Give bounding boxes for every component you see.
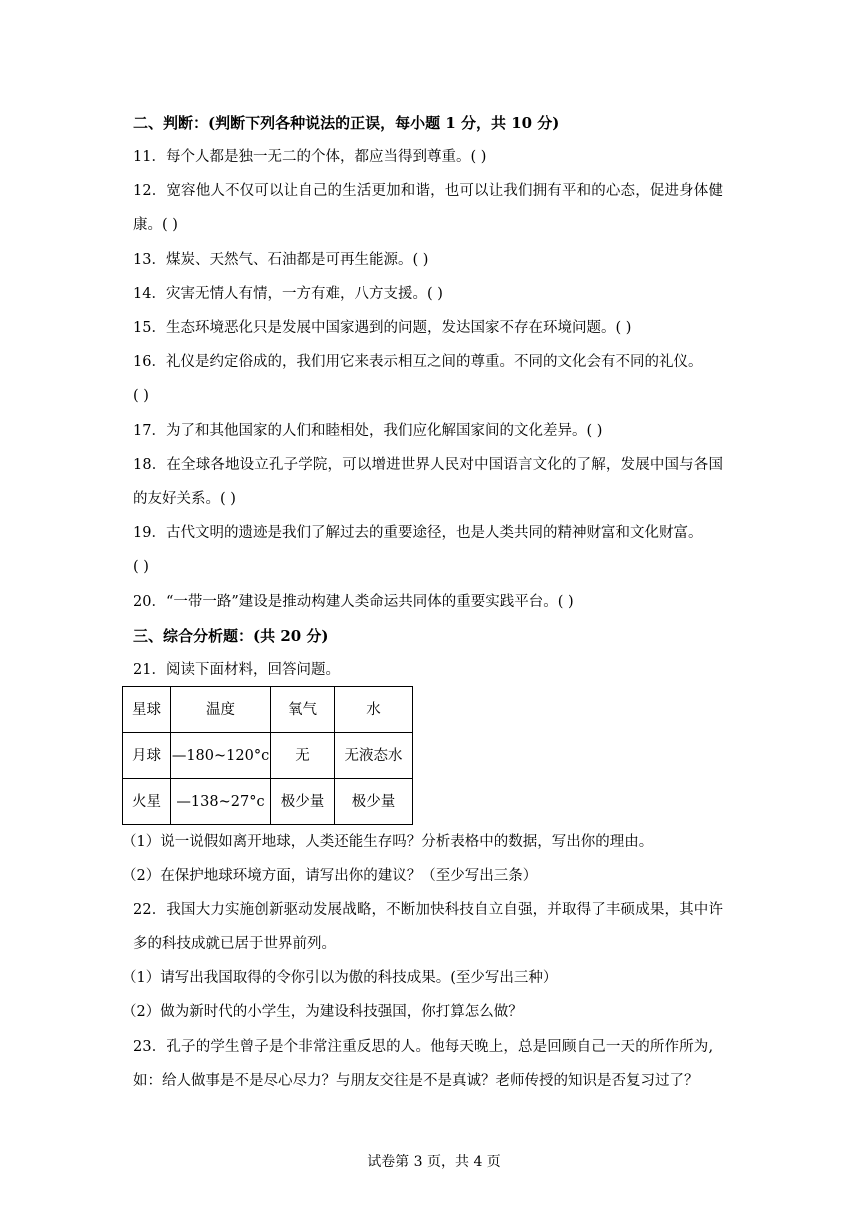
planet-table bbox=[122, 686, 413, 825]
question-22-line-1: 22．我国大力实施创新驱动发展战略，不断加快科技自立自强，并取得了丰硕成果，其中许 bbox=[133, 902, 724, 918]
question-14: 14．灾害无情人有情，一方有难，八方支援。( ) bbox=[133, 286, 443, 302]
table-header-row bbox=[123, 687, 413, 733]
table-cell: 月球 bbox=[123, 733, 171, 779]
table-row bbox=[123, 779, 413, 825]
section-3-heading: 三、综合分析题：(共 20 分) bbox=[133, 627, 329, 645]
question-13: 13．煤炭、天然气、石油都是可再生能源。( ) bbox=[133, 252, 429, 268]
table-cell: 极少量 bbox=[335, 779, 413, 825]
question-11: 11．每个人都是独一无二的个体，都应当得到尊重。( ) bbox=[133, 149, 487, 165]
table-row bbox=[123, 733, 413, 779]
question-21-part-2: （2）在保护地球环境方面，请写出你的建议？（至少写出三条） bbox=[122, 868, 538, 884]
table-header-cell: 水 bbox=[335, 687, 413, 733]
table-cell: —180~120°c bbox=[171, 733, 271, 779]
question-18-line-1: 18．在全球各地设立孔子学院，可以增进世界人民对中国语言文化的了解，发展中国与各国 bbox=[133, 457, 724, 473]
question-19-line-2: ( ) bbox=[133, 559, 149, 575]
question-15: 15．生态环境恶化只是发展中国家遇到的问题，发达国家不存在环境问题。( ) bbox=[133, 320, 632, 336]
section-2-heading: 二、判断：(判断下列各种说法的正误，每小题 1 分，共 10 分) bbox=[133, 114, 560, 132]
question-21-part-1: （1）说一说假如离开地球，人类还能生存吗？分析表格中的数据，写出你的理由。 bbox=[122, 834, 654, 850]
table-header-cell: 温度 bbox=[171, 687, 271, 733]
question-23-line-2: 如：给人做事是不是尽心尽力？与朋友交往是不是真诚？老师传授的知识是否复习过了？ bbox=[133, 1073, 699, 1089]
table-cell: 无 bbox=[271, 733, 335, 779]
question-18-line-2: 的友好关系。( ) bbox=[133, 491, 236, 507]
table-cell: 火星 bbox=[123, 779, 171, 825]
table-cell: 无液态水 bbox=[335, 733, 413, 779]
table-header-cell: 星球 bbox=[123, 687, 171, 733]
question-17: 17．为了和其他国家的人们和睦相处，我们应化解国家间的文化差异。( ) bbox=[133, 423, 603, 439]
question-12-line-2: 康。( ) bbox=[133, 217, 178, 233]
table-cell: 极少量 bbox=[271, 779, 335, 825]
table-cell: —138~27°c bbox=[171, 779, 271, 825]
question-19-line-1: 19．古代文明的遗迹是我们了解过去的重要途径，也是人类共同的精神财富和文化财富。 bbox=[133, 525, 703, 541]
question-20: 20．“一带一路”建设是推动构建人类命运共同体的重要实践平台。( ) bbox=[133, 594, 574, 610]
question-22-part-2: （2）做为新时代的小学生，为建设科技强国，你打算怎么做？ bbox=[122, 1004, 523, 1020]
page-footer: 试卷第 3 页，共 4 页 bbox=[367, 1154, 501, 1170]
question-22-part-1: （1）请写出我国取得的令你引以为傲的科技成果。(至少写出三种） bbox=[122, 970, 558, 986]
question-16-line-2: ( ) bbox=[133, 388, 149, 404]
question-23-line-1: 23．孔子的学生曾子是个非常注重反思的人。他每天晚上，总是回顾自己一天的所作所为, bbox=[133, 1039, 714, 1055]
table-header-cell: 氧气 bbox=[271, 687, 335, 733]
question-21: 21．阅读下面材料，回答问题。 bbox=[133, 662, 340, 678]
question-22-line-2: 多的科技成就已居于世界前列。 bbox=[133, 936, 336, 952]
question-16-line-1: 16．礼仪是约定俗成的，我们用它来表示相互之间的尊重。不同的文化会有不同的礼仪。 bbox=[133, 354, 703, 370]
question-12-line-1: 12．宽容他人不仅可以让自己的生活更加和谐，也可以让我们拥有平和的心态，促进身体健 bbox=[133, 183, 724, 199]
